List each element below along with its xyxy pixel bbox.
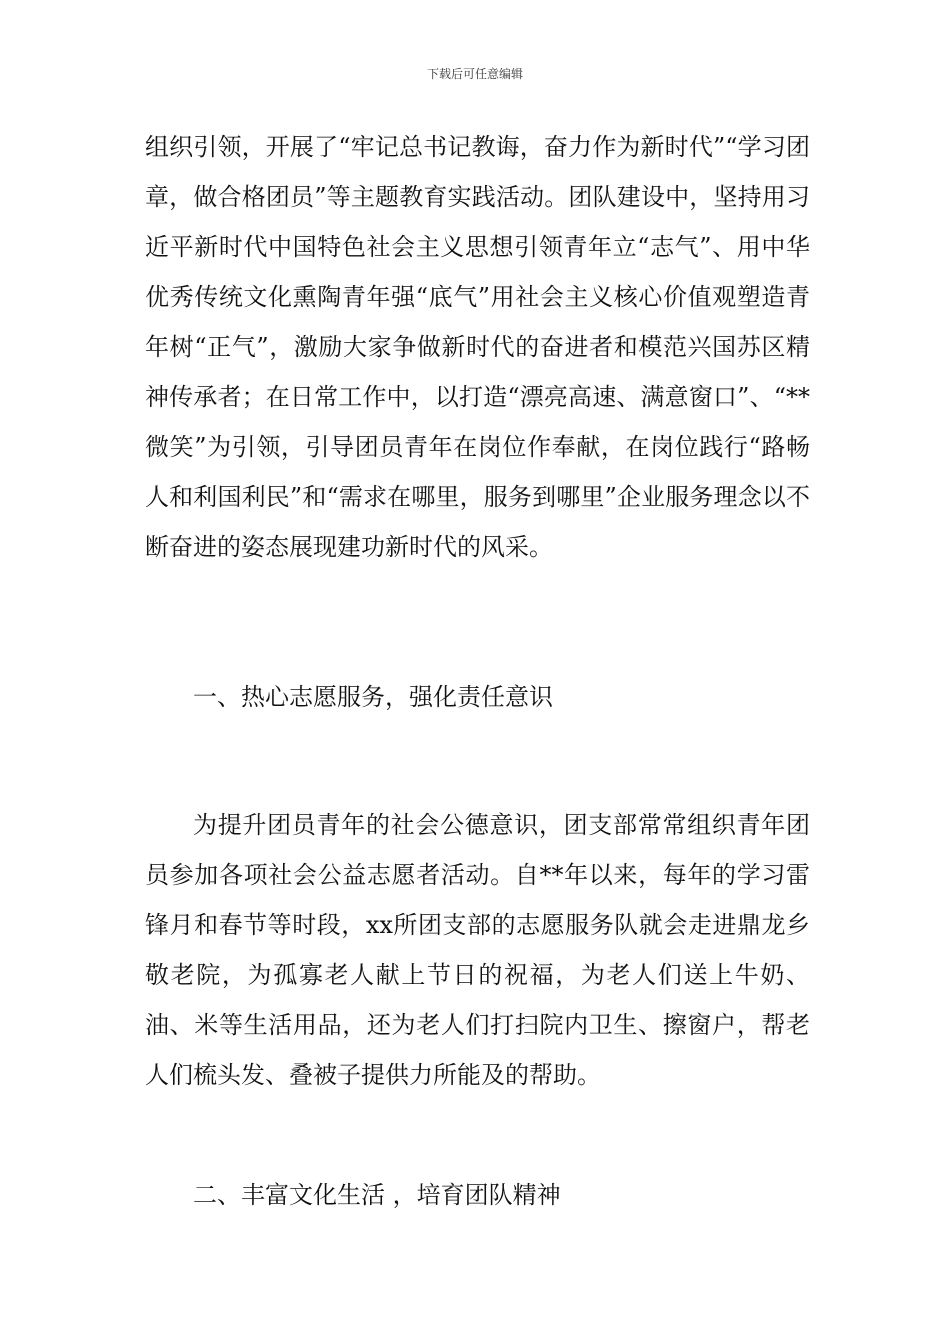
body-paragraph: 为提升团员青年的社会公德意识，团支部常常组织青年团员参加各项社会公益志愿者活动。自**年以来，每年的学习雷锋月和春节等时段，xx所团支部的志愿服务队就会走进鼎龙乡敬老院，为孤寡老人献上节日的祝福，为老人们送上牛奶、油、米等生活用品，还为老人们打扫院内卫生、擦窗户，帮老人们梳头发、叠被子提供力所能及的帮助。 bbox=[145, 811, 810, 1089]
section-heading: 二、丰富文化生活 ，培育团队精神 bbox=[193, 1181, 561, 1209]
page-header-note: 下载后可任意编辑 bbox=[426, 67, 523, 81]
section-heading: 一、热心志愿服务，强化责任意识 bbox=[193, 683, 553, 711]
body-paragraph: 组织引领，开展了“牢记总书记教诲，奋力作为新时代”“学习团章，做合格团员”等主题教育实践活动。团队建设中，坚持用习近平新时代中国特色社会主义思想引领青年立“志气”、用中华优秀传统文化熏陶青年强“底气”用社会主义核心价值观塑造青年树“正气”，激励大家争做新时代的奋进者和模范兴国苏区精神传承者；在日常工作中，以打造“漂亮高速、满意窗口”、“**微笑”为引领，引导团员青年在岗位作奉献，在岗位践行“路畅人和利国利民”和“需求在哪里，服务到哪里”企业服务理念以不断奋进的姿态展现建功新时代的风采。 bbox=[145, 133, 810, 561]
